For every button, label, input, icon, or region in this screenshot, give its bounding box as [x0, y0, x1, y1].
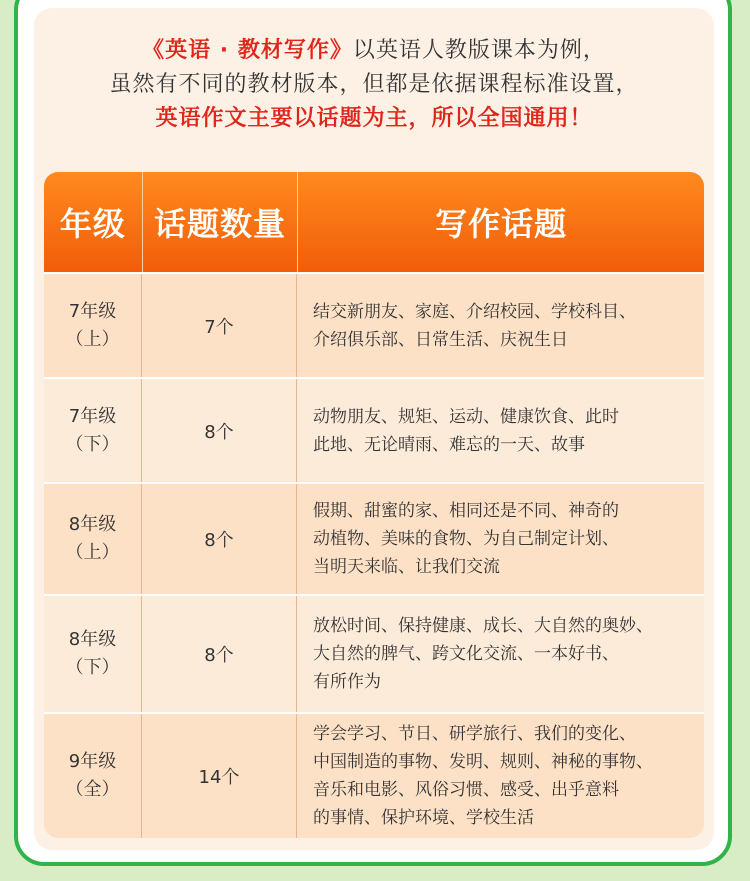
- topic-table: [44, 172, 704, 838]
- term-label: （下）: [65, 657, 120, 678]
- intro-line-1: [34, 34, 714, 68]
- term-label: （全）: [65, 779, 120, 800]
- grade-cell: [44, 274, 142, 377]
- intro-line-2: 虽然有不同的教材版本，但都是依据课程标准设置，: [109, 72, 639, 97]
- term-label: （上）: [65, 328, 120, 350]
- table-header: [44, 172, 704, 272]
- grade-label: 7年级: [68, 300, 117, 322]
- header-count: 话题数量: [143, 172, 299, 272]
- count-cell: 7个: [142, 274, 297, 377]
- header-grade: 年级: [44, 172, 143, 272]
- grade-label: 8年级: [68, 514, 117, 535]
- topics-cell: 学会学习、节日、研学旅行、我们的变化、 中国制造的事物、发明、规则、神秘的事物、 音乐和电影、风俗习惯、感受、出乎意料 的事情、保护环境、学校生活: [297, 714, 704, 838]
- count-cell: 14个: [142, 714, 297, 838]
- count-cell: 8个: [142, 484, 297, 594]
- header-topics: 写作话题: [435, 205, 568, 243]
- grade-cell: [44, 379, 142, 482]
- book-title: 《英语 · 教材写作》: [142, 38, 353, 63]
- count-cell: 8个: [142, 379, 297, 482]
- topics-cell: 假期、甜蜜的家、相同还是不同、神奇的 动植物、美味的食物、为自己制定计划、 当明天来临、让我们交流: [297, 484, 704, 594]
- term-label: （下）: [65, 433, 120, 455]
- grade-cell: [44, 714, 142, 838]
- count-cell: 8个: [142, 596, 297, 712]
- table-row: [44, 377, 704, 482]
- topics-cell: 放松时间、保持健康、成长、大自然的奥妙、 大自然的脾气、跨文化交流、一本好书、 有所作为: [297, 596, 704, 712]
- intro-line-3: 英语作文主要以话题为主，所以全国通用！: [155, 106, 593, 131]
- table-row: [44, 712, 704, 838]
- intro-text: [34, 34, 714, 136]
- grade-label: 8年级: [68, 629, 117, 650]
- grade-cell: [44, 596, 142, 712]
- grade-label: 9年级: [68, 751, 117, 772]
- topics-cell: 动物朋友、规矩、运动、健康饮食、此时 此地、无论晴雨、难忘的一天、故事: [297, 379, 704, 482]
- intro-line-1-text: 以英语人教版课本为例，: [352, 38, 606, 63]
- topics-cell: 结交新朋友、家庭、介绍校园、学校科目、 介绍俱乐部、日常生活、庆祝生日: [297, 274, 704, 377]
- table-row: [44, 482, 704, 594]
- term-label: （上）: [65, 542, 120, 563]
- grade-cell: [44, 484, 142, 594]
- table-row: [44, 594, 704, 712]
- grade-label: 7年级: [68, 405, 117, 427]
- table-row: [44, 272, 704, 377]
